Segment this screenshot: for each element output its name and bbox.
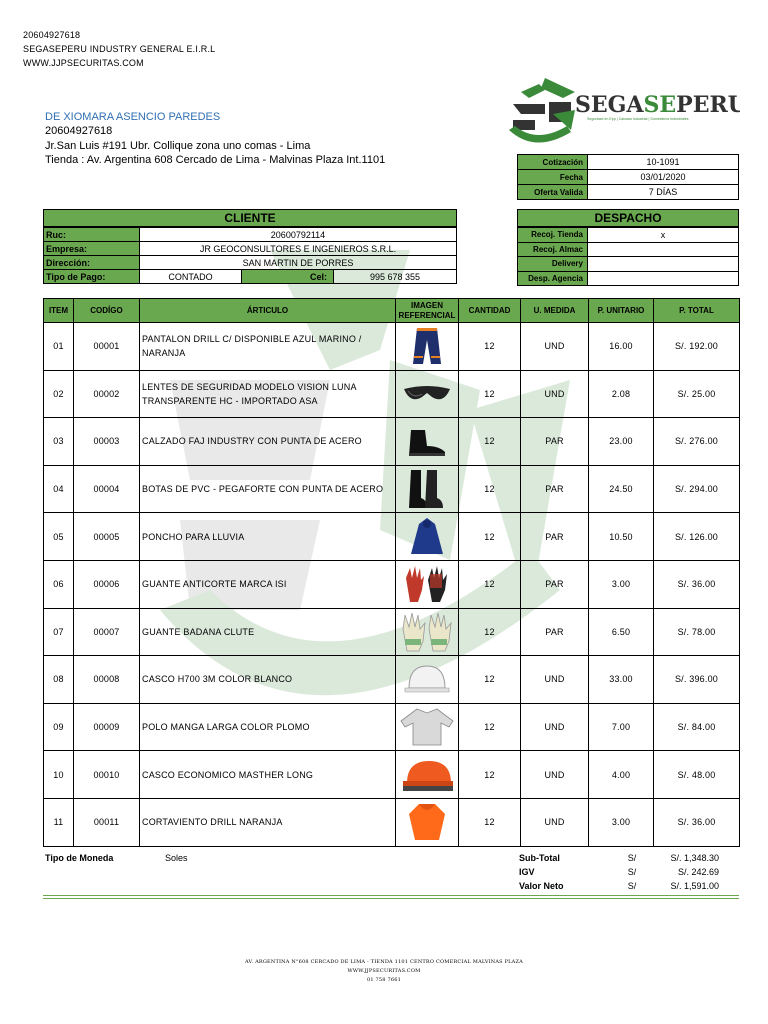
ruc-value: 20600792114 — [140, 228, 457, 242]
item-total: S/. 78.00 — [654, 608, 740, 656]
table-row — [44, 703, 740, 751]
table-row — [44, 418, 740, 466]
item-quantity: 12 — [459, 513, 521, 561]
table-row — [44, 656, 740, 704]
vendor-ruc: 20604927618 — [45, 125, 113, 137]
moneda-label: Tipo de Moneda — [45, 853, 114, 863]
item-unit: UND — [521, 370, 589, 418]
pants-icon — [396, 323, 459, 371]
item-unit-price: 24.50 — [589, 465, 654, 513]
items-table — [43, 298, 740, 847]
item-total: S/. 48.00 — [654, 751, 740, 799]
despacho-label: Recoj. Tienda — [518, 228, 588, 243]
header-cantidad: CANTIDAD — [459, 299, 521, 323]
cliente-title: CLIENTE — [43, 209, 457, 227]
item-code: 00006 — [74, 560, 140, 608]
item-number: 03 — [44, 418, 74, 466]
fecha-value: 03/01/2020 — [588, 170, 739, 185]
item-description — [140, 798, 396, 846]
moneda-value: Soles — [165, 853, 188, 863]
header-medida: U. MEDIDA — [521, 299, 589, 323]
fecha-label: Fecha — [518, 170, 588, 185]
subtotal-label: Sub-Total — [519, 853, 560, 863]
item-number: 02 — [44, 370, 74, 418]
item-description — [140, 323, 396, 371]
oferta-label: Oferta Valida — [518, 185, 588, 200]
despacho-label: Delivery — [518, 257, 588, 272]
footer-website: WWW.JJPSECURITAS.COM — [347, 968, 421, 974]
glasses-icon — [396, 370, 459, 418]
item-description-line1: CASCO H700 3M COLOR BLANCO — [142, 674, 293, 685]
item-code: 00009 — [74, 703, 140, 751]
item-number: 08 — [44, 656, 74, 704]
item-number: 06 — [44, 560, 74, 608]
logo-text-c: PERU — [676, 92, 740, 118]
item-code: 00002 — [74, 370, 140, 418]
windbreaker-icon — [396, 798, 459, 846]
table-row — [44, 751, 740, 799]
cel-label: Cel: — [242, 270, 334, 284]
vendor-store: Tienda : Av. Argentina 608 Cercado de Lima - Malvinas Plaza Int.1101 — [45, 154, 386, 166]
logo-text-b: SE — [643, 92, 677, 118]
item-total: S/. 276.00 — [654, 418, 740, 466]
item-description-line1: GUANTE BADANA CLUTE — [142, 626, 255, 637]
ruc-label: Ruc: — [44, 228, 140, 242]
table-row — [44, 370, 740, 418]
item-unit-price: 4.00 — [589, 751, 654, 799]
footer-phone: 01 758 7661 — [366, 977, 401, 983]
item-quantity: 12 — [459, 656, 521, 704]
cut-gloves-icon — [396, 560, 459, 608]
cel-value: 995 678 355 — [334, 270, 457, 284]
item-total: S/. 25.00 — [654, 370, 740, 418]
header-unitario: P. UNITARIO — [589, 299, 654, 323]
poncho-icon — [396, 513, 459, 561]
item-unit-price: 7.00 — [589, 703, 654, 751]
item-quantity: 12 — [459, 608, 521, 656]
item-description-line1: GUANTE ANTICORTE MARCA ISI — [142, 579, 287, 590]
subtotal-value: S/. 1,348.30 — [670, 853, 719, 863]
shirt-icon — [396, 703, 459, 751]
totals-table — [517, 851, 739, 893]
item-code: 00005 — [74, 513, 140, 561]
item-code: 00004 — [74, 465, 140, 513]
cliente-table — [43, 227, 457, 284]
item-description-line1: POLO MANGA LARGA COLOR PLOMO — [142, 722, 310, 733]
despacho-value — [588, 257, 739, 272]
item-number: 01 — [44, 323, 74, 371]
vendor-name: DE XIOMARA ASENCIO PAREDES — [45, 111, 221, 123]
item-description — [140, 370, 396, 418]
item-code: 00007 — [74, 608, 140, 656]
item-number: 05 — [44, 513, 74, 561]
shoes-icon — [396, 418, 459, 466]
vendor-address: Jr.San Luis #191 Ubr. Collique zona uno comas - Lima — [45, 140, 311, 152]
despacho-label: Desp. Agencia — [518, 271, 588, 286]
oferta-value: 7 DÍAS — [588, 185, 739, 200]
item-total: S/. 294.00 — [654, 465, 740, 513]
item-code: 00011 — [74, 798, 140, 846]
item-description — [140, 751, 396, 799]
item-total: S/. 126.00 — [654, 513, 740, 561]
despacho-table — [517, 227, 739, 286]
item-unit-price: 33.00 — [589, 656, 654, 704]
despacho-title: DESPACHO — [517, 209, 739, 227]
divider-line — [43, 895, 739, 896]
logo-mark-icon — [509, 78, 575, 143]
neto-currency: S/ — [627, 881, 637, 891]
item-description-line1: PANTALON DRILL C/ DISPONIBLE AZUL MARINO / NARANJA — [142, 334, 362, 359]
header-articulo: ÁRTICULO — [140, 299, 396, 323]
item-unit: PAR — [521, 608, 589, 656]
table-header-row — [44, 299, 740, 323]
item-description — [140, 656, 396, 704]
header-imagen-2: REFERENCIAL — [398, 310, 456, 320]
cotizacion-label: Cotización — [518, 155, 588, 170]
item-unit: PAR — [521, 418, 589, 466]
item-description — [140, 513, 396, 561]
igv-label: IGV — [519, 867, 535, 877]
item-code: 00001 — [74, 323, 140, 371]
item-quantity: 12 — [459, 751, 521, 799]
subtotal-currency: S/ — [627, 853, 637, 863]
despacho-value: x — [588, 228, 739, 243]
item-total: S/. 36.00 — [654, 798, 740, 846]
company-name: SEGASEPERU INDUSTRY GENERAL E.I.R.L — [23, 44, 216, 54]
table-row — [44, 513, 740, 561]
table-row — [44, 323, 740, 371]
item-quantity: 12 — [459, 465, 521, 513]
item-quantity: 12 — [459, 370, 521, 418]
svg-text:SEGASEPERU — [575, 92, 740, 118]
item-description — [140, 608, 396, 656]
igv-value: S/. 242.69 — [677, 867, 719, 877]
item-unit: PAR — [521, 513, 589, 561]
item-quantity: 12 — [459, 798, 521, 846]
header-imagen-1: IMAGEN — [411, 300, 443, 310]
item-number: 09 — [44, 703, 74, 751]
item-number: 11 — [44, 798, 74, 846]
boots-icon — [396, 465, 459, 513]
item-unit: UND — [521, 323, 589, 371]
company-logo — [505, 74, 740, 150]
item-unit-price: 3.00 — [589, 560, 654, 608]
item-total: S/. 396.00 — [654, 656, 740, 704]
item-number: 07 — [44, 608, 74, 656]
direccion-value: SAN MARTIN DE PORRES — [140, 256, 457, 270]
item-unit: UND — [521, 656, 589, 704]
table-row — [44, 798, 740, 846]
item-quantity: 12 — [459, 323, 521, 371]
item-description — [140, 560, 396, 608]
item-description — [140, 418, 396, 466]
item-unit: UND — [521, 751, 589, 799]
item-description-line1: BOTAS DE PVC - PEGAFORTE CON PUNTA DE ACERO — [142, 484, 384, 495]
item-unit-price: 6.50 — [589, 608, 654, 656]
table-row — [44, 608, 740, 656]
empresa-label: Empresa: — [44, 242, 140, 256]
item-unit: PAR — [521, 560, 589, 608]
item-total: S/. 84.00 — [654, 703, 740, 751]
logo-text-a: SEGA — [575, 92, 644, 118]
item-description — [140, 465, 396, 513]
table-row — [44, 465, 740, 513]
item-unit-price: 10.50 — [589, 513, 654, 561]
header-imagen — [396, 299, 459, 323]
direccion-label: Dirección: — [44, 256, 140, 270]
item-total: S/. 192.00 — [654, 323, 740, 371]
item-description-line1: CASCO ECONOMICO MASTHER LONG — [142, 769, 314, 780]
item-unit-price: 23.00 — [589, 418, 654, 466]
item-description — [140, 703, 396, 751]
item-unit: UND — [521, 798, 589, 846]
header-codigo: CODÍGO — [74, 299, 140, 323]
despacho-value — [588, 271, 739, 286]
item-description-line1: LENTES DE SEGURIDAD MODELO VISION LUNA — [142, 381, 357, 392]
empresa-value: JR GEOCONSULTORES E INGENIEROS S.R.L. — [140, 242, 457, 256]
footer-address: AV. ARGENTINA N°608 CERCADO DE LIMA - TIENDA 1101 CENTRO COMERCIAL MALVINAS PLAZA — [245, 959, 523, 965]
cotizacion-value: 10-1091 — [588, 155, 739, 170]
item-unit: UND — [521, 703, 589, 751]
item-number: 04 — [44, 465, 74, 513]
item-description-line1: CORTAVIENTO DRILL NARANJA — [142, 817, 283, 828]
company-ruc: 20604927618 — [23, 30, 81, 40]
item-number: 10 — [44, 751, 74, 799]
item-code: 00010 — [74, 751, 140, 799]
white-helmet-icon — [396, 656, 459, 704]
quote-info-table — [517, 154, 739, 200]
despacho-value — [588, 242, 739, 257]
header-item: ITEM — [44, 299, 74, 323]
table-row — [44, 560, 740, 608]
item-description-line2: TRANSPARENTE HC - IMPORTADO ASA — [142, 395, 318, 406]
header-total: P. TOTAL — [654, 299, 740, 323]
item-quantity: 12 — [459, 560, 521, 608]
despacho-label: Recoj. Almac — [518, 242, 588, 257]
item-total: S/. 36.00 — [654, 560, 740, 608]
item-description-line1: CALZADO FAJ INDUSTRY CON PUNTA DE ACERO — [142, 436, 362, 447]
neto-value: S/. 1,591.00 — [670, 881, 719, 891]
item-unit: PAR — [521, 465, 589, 513]
item-unit-price: 3.00 — [589, 798, 654, 846]
item-quantity: 12 — [459, 703, 521, 751]
pago-value: CONTADO — [140, 270, 242, 284]
item-quantity: 12 — [459, 418, 521, 466]
neto-label: Valor Neto — [519, 881, 564, 891]
item-unit-price: 16.00 — [589, 323, 654, 371]
divider-line — [43, 898, 739, 899]
logo-tagline: Seguridad en Epp | Calzado Industrial | Suministros Industriales — [587, 117, 689, 121]
igv-currency: S/ — [627, 867, 637, 877]
item-code: 00008 — [74, 656, 140, 704]
leather-gloves-icon — [396, 608, 459, 656]
item-code: 00003 — [74, 418, 140, 466]
pago-label: Tipo de Pago: — [44, 270, 140, 284]
company-website: WWW.JJPSECURITAS.COM — [23, 58, 144, 68]
orange-helmet-icon — [396, 751, 459, 799]
item-unit-price: 2.08 — [589, 370, 654, 418]
item-description-line1: PONCHO PARA LLUVIA — [142, 531, 245, 542]
